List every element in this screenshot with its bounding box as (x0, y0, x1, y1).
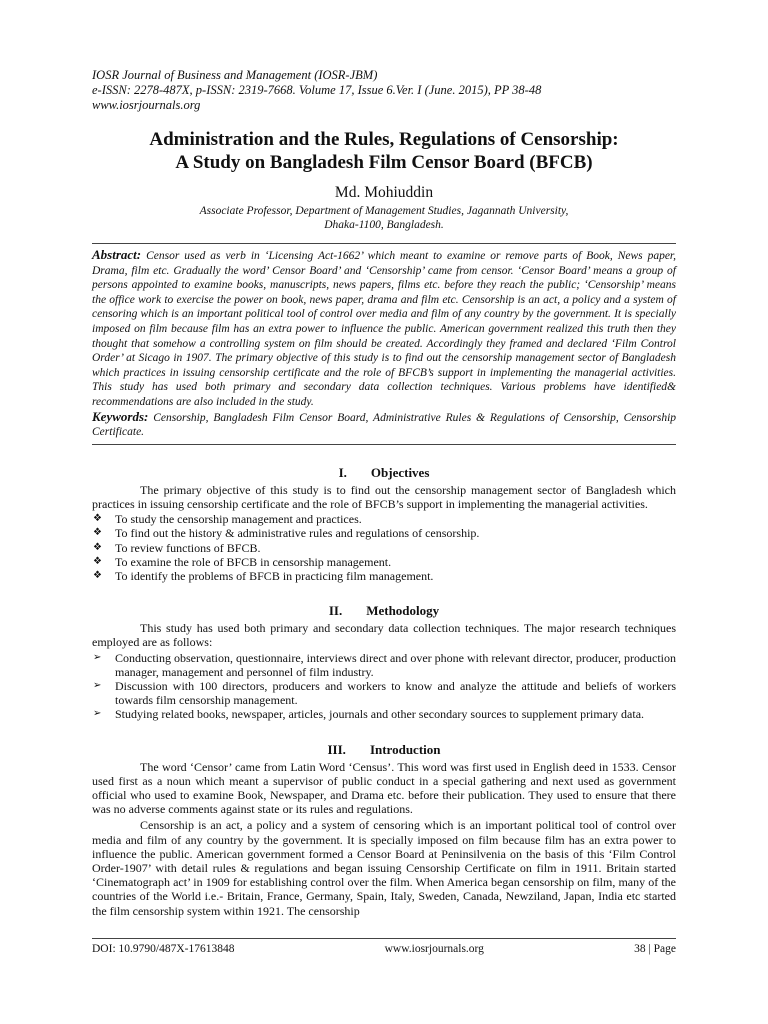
list-item: ➢ Studying related books, newspaper, articles, journals and other secondary sources to supplement primary data. (93, 707, 645, 722)
section-title: Introduction (369, 741, 441, 757)
objectives-paragraph: The primary objective of this study is to find out the censorship management sector of Bangladesh which practices in issuing censorship certificate and the role of BFCB’s support in implementing the managerial activities. (92, 482, 676, 511)
list-item: ➢ Conducting observation, questionnaire, interviews direct and over phone with relevant director, producer, production manager, management and personnel of film industry. (93, 650, 676, 679)
arrow-bullet-icon: ➢ (93, 679, 102, 691)
list-item: ❖ To review functions of BFCB. (93, 540, 261, 555)
paper-title (92, 128, 676, 174)
section-heading-methodology (92, 603, 676, 619)
journal-issn: e-ISSN: 2278-487X, p-ISSN: 2319-7668. Volume 17, Issue 6.Ver. I (June. 2015), PP 38-48 (92, 83, 542, 97)
footer-site[interactable]: www.iosrjournals.org (384, 943, 484, 955)
section-number: III. (327, 741, 346, 757)
keywords-label: Keywords: (92, 408, 149, 424)
diamond-bullet-icon: ❖ (93, 541, 102, 553)
title-line-2: A Study on Bangladesh Film Censor Board (BFCB) (175, 152, 593, 173)
list-item: ❖ To identify the problems of BFCB in practicing film management. (93, 568, 434, 583)
author-affiliation (92, 204, 676, 232)
list-item: ❖ To examine the role of BFCB in censorship management. (93, 554, 392, 569)
section-title: Methodology (366, 603, 440, 619)
journal-url[interactable]: www.iosrjournals.org (92, 98, 201, 112)
page-footer (92, 938, 676, 956)
diamond-bullet-icon: ❖ (93, 569, 102, 581)
arrow-bullet-icon: ➢ (93, 708, 102, 720)
title-line-1: Administration and the Rules, Regulations of Censorship: (149, 129, 619, 150)
author-name: Md. Mohiuddin (334, 184, 434, 201)
footer-doi[interactable]: DOI: 10.9790/487X-17613848 (92, 943, 235, 955)
section-number: I. (338, 464, 347, 480)
methodology-paragraph: This study has used both primary and secondary data collection techniques. The major research techniques employed are as follows: (92, 621, 676, 650)
abstract-label: Abstract: (92, 247, 142, 262)
list-item: ❖ To find out the history & administrative rules and regulations of censorship. (93, 526, 480, 541)
keywords (92, 410, 676, 440)
introduction-paragraph-2: Censorship is an act, a policy and a system of censoring which is an important political tool of control over media and film of any country by the government. It is specially imposed on film because film has an extra power to influence the public. American government formed a Censor Board at Peninsilvenia on the basis of this ‘Film Control Order-1907’ with detail rules & regulations and began issuing Censorship Certificate on film in 1911. Britain started ‘Cinematograph act’ in 1909 for establishing control over the film. When America began censorship on film, many of the countries of the World i.e.- Britain, France, Germany, Spain, Italy, Sweden, Canada, Newziland, Japan, India etc started the film censorship system within 1921. The censorship (92, 818, 676, 918)
affiliation-line-1: Associate Professor, Department of Management Studies, Jagannath University, (199, 205, 569, 217)
page-content (92, 68, 676, 918)
keywords-text: Censorship, Bangladesh Film Censor Board, Administrative Rules & Regulations of Censorship, Censorship Certificate. (92, 411, 677, 439)
section-heading-introduction (92, 742, 676, 758)
journal-header (92, 68, 676, 113)
section-title: Objectives (370, 464, 430, 480)
diamond-bullet-icon: ❖ (93, 555, 102, 567)
journal-name: IOSR Journal of Business and Management (IOSR-JBM) (92, 68, 378, 82)
affiliation-line-2: Dhaka-1100, Bangladesh. (324, 219, 444, 231)
arrow-bullet-icon: ➢ (93, 651, 102, 663)
introduction-paragraph-1: The word ‘Censor’ came from Latin Word ‘Census’. This word was first used in English deed in 1533. Censor used first as a noun which meant a supervisor of public conduct in a special gathering and next used as government official who used to examine Book, Newspaper, and Drama etc. before their publication. They used to ensure that there was no adverse comments against state or its rules and regulations. (92, 759, 676, 817)
section-number: II. (328, 603, 343, 619)
list-item: ➢ Discussion with 100 directors, producers and workers to know and analyze the attitude and beliefs of workers towards film censorship management. (93, 678, 676, 708)
footer-page-number: 38 | Page (634, 943, 676, 955)
abstract-text: Censor used as verb in ‘Licensing Act-1662’ which meant to examine or remove parts of Book, News paper, Drama, film etc. Gradually the word’ Censor Board’ and ‘Censorship’ came from censor. ‘Censor Board’ means a group of persons appointed to examine books, manuscripts, news papers, films etc. before they reach the public; ‘Censorship’ means the office work to exercise the power on book, news paper, drama and film etc. Censorship is an act, a policy and a system of censoring which is an important political tool of control over media and film of any country by the government. It is specially imposed on film because film has an extra power to influence the public. American government realized this truth then they thought that somehow a controlling system on film should be created. Accordingly they framed and declared ‘Film Control Order’ at Sicago in 1907. The primary objective of this study is to find out the censorship management sector of Bangladesh which practices in issuing censorship certificate and the role of BFCB’s support in implementing the managerial activities. This study has used both primary and secondary data collection techniques. Various problems have identified& recommendations are also included in the study. (92, 250, 676, 408)
abstract (92, 248, 676, 410)
abstract-box (92, 243, 676, 445)
list-item: ❖ To study the censorship management and practices. (93, 512, 362, 527)
section-heading-objectives (92, 465, 676, 481)
methodology-list (92, 651, 676, 722)
diamond-bullet-icon: ❖ (93, 513, 102, 525)
objectives-list (92, 512, 676, 583)
diamond-bullet-icon: ❖ (93, 527, 102, 539)
